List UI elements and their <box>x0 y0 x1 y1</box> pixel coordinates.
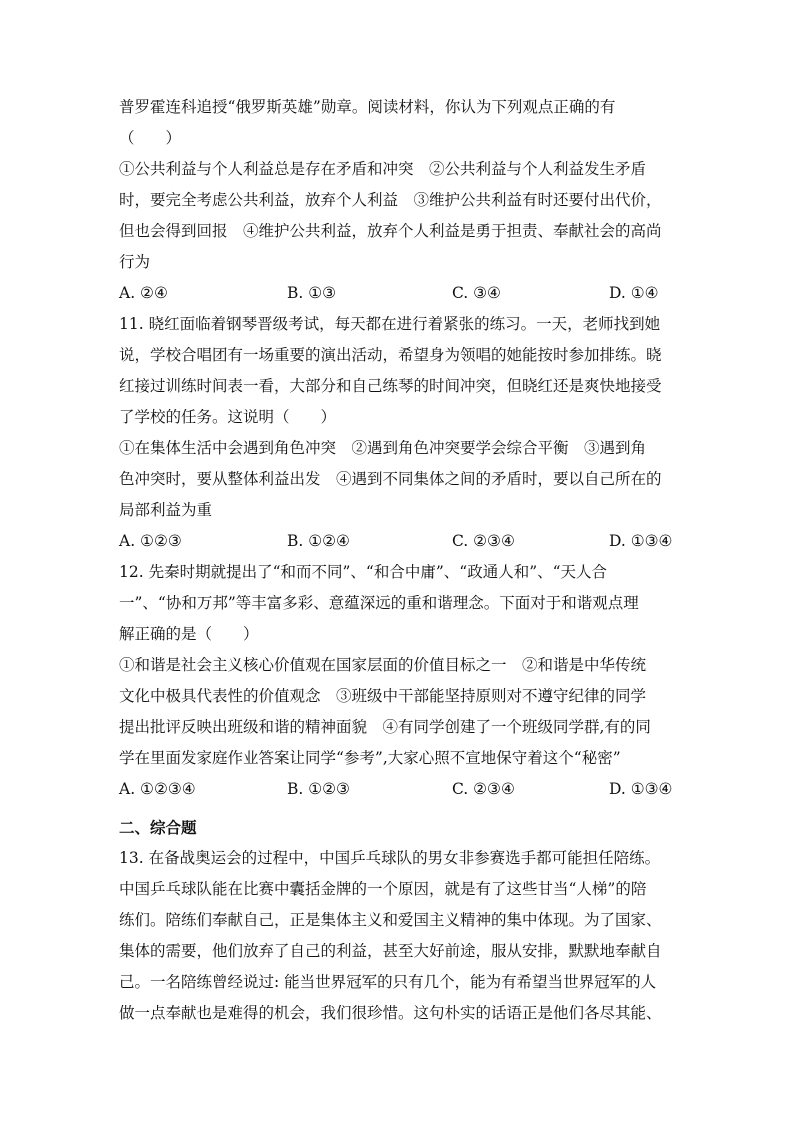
text-line: 一”、“协和万邦”等丰富多彩、意蕴深远的重和谐理念。下面对于和谐观点理 <box>119 594 639 612</box>
option-a: A. ①②③④ <box>119 780 196 798</box>
question-10 <box>119 92 684 278</box>
text-line: 13. 在备战奥运会的过程中，中国乒乓球队的男女非参赛选手都可能担任陪练。 <box>119 849 661 867</box>
question-10-options <box>119 278 679 309</box>
text-line: 时，要完全考虑公共利益，放弃个人利益 ③维护公共利益有时还要付出代价， <box>119 191 662 209</box>
option-b: B. ①②④ <box>287 532 350 550</box>
text-line: 普罗霍连科追授“俄罗斯英雄”勋章。阅读材料，你认为下列观点正确的有 <box>119 98 616 116</box>
text-line: 但也会得到回报 ④维护公共利益，放弃个人利益是勇于担责、奉献社会的高尚 <box>119 222 662 240</box>
text-line: 集体的需要，他们放弃了自己的利益，甚至大好前途，服从安排，默默地奉献自 <box>119 942 662 960</box>
question-13 <box>119 843 684 1029</box>
text-line: 学在里面发家庭作业答案让同学“参考”,大家心照不宣地保守着这个“秘密” <box>119 749 621 767</box>
option-a: A. ②④ <box>119 284 168 302</box>
question-11-options <box>119 526 679 557</box>
text-line: 文化中极具代表性的价值观念 ③班级中干部能坚持原则对不遵守纪律的同学 <box>119 687 647 705</box>
section-heading: 二、综合题 <box>119 818 197 837</box>
text-line: 11. 晓红面临着钢琴晋级考试，每天都在进行着紧张的练习。一天，老师找到她 <box>119 315 661 333</box>
option-d: D. ①③④ <box>609 780 673 798</box>
option-c: C. ②③④ <box>452 532 515 550</box>
text-line: 红接过训练时间表一看，大部分和自己练琴的时间冲突，但晓红还是爽快地接受 <box>119 377 662 395</box>
option-c: C. ③④ <box>452 284 501 302</box>
text-line: 行为 <box>119 253 151 271</box>
text-line: 解正确的是（ ） <box>119 625 259 643</box>
text-line: 提出批评反映出班级和谐的精神面貌 ④有同学创建了一个班级同学群,有的同 <box>119 718 651 736</box>
answer-bracket: （ ） <box>119 129 182 147</box>
text-line: 己。一名陪练曾经说过: 能当世界冠军的只有几个，能为有希望当世界冠军的人 <box>119 973 657 991</box>
option-b: B. ①②③ <box>287 780 350 798</box>
text-line: 做一点奉献也是难得的机会，我们很珍惜。这句朴实的话语正是他们各尽其能、 <box>119 1004 662 1022</box>
option-d: D. ①③④ <box>609 532 673 550</box>
text-line: 12. 先秦时期就提出了“和而不同”、“和合中庸”、“政通人和”、“天人合 <box>119 563 608 581</box>
question-12 <box>119 557 684 774</box>
option-d: D. ①④ <box>609 284 659 302</box>
text-line: ①在集体生活中会遇到角色冲突 ②遇到角色冲突要学会综合平衡 ③遇到角 <box>119 439 647 457</box>
text-line: 局部利益为重 <box>119 501 213 519</box>
option-c: C. ②③④ <box>452 780 515 798</box>
text-line: 了学校的任务。这说明（ ） <box>119 408 337 426</box>
option-a: A. ①②③ <box>119 532 182 550</box>
text-line: ①公共利益与个人利益总是存在矛盾和冲突 ②公共利益与个人利益发生矛盾 <box>119 160 647 178</box>
question-11 <box>119 309 684 526</box>
question-12-options <box>119 774 679 805</box>
text-line: 练们。陪练们奉献自己，正是集体主义和爱国主义精神的集中体现。为了国家、 <box>119 911 662 929</box>
option-b: B. ①③ <box>287 284 337 302</box>
text-line: ①和谐是社会主义核心价值观在国家层面的价值目标之一 ②和谐是中华传统 <box>119 656 647 674</box>
text-line: 色冲突时，要从整体利益出发 ④遇到不同集体之间的矛盾时，要以自己所在的 <box>119 470 662 488</box>
text-line: 中国乒乓球队能在比赛中囊括金牌的一个原因，就是有了这些甘当“人梯”的陪 <box>119 880 647 898</box>
text-line: 说，学校合唱团有一场重要的演出活动，希望身为领唱的她能按时参加排练。晓 <box>119 346 662 364</box>
